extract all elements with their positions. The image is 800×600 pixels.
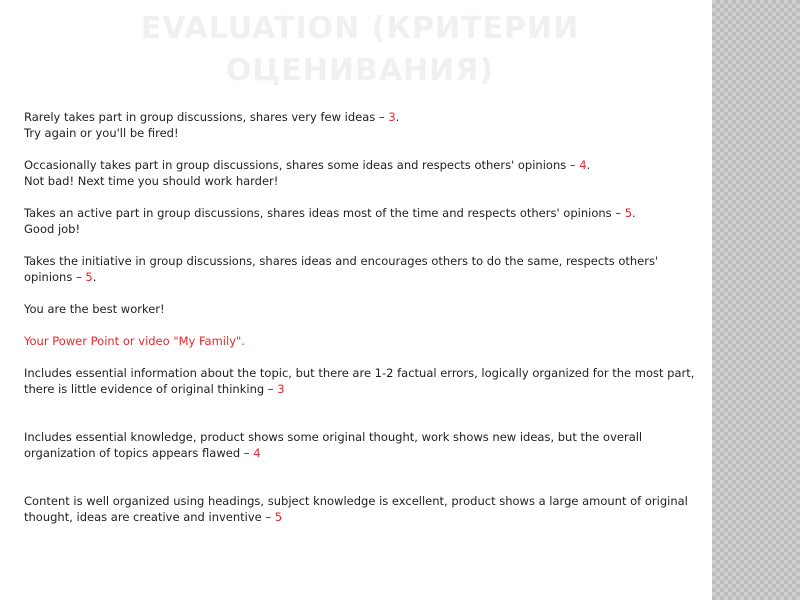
slide-title: EVALUATION (КРИТЕРИИ ОЦЕНИВАНИЯ) — [140, 11, 580, 88]
criterion-end: . — [395, 110, 400, 124]
project-criterion-text: Includes essential knowledge, product shows some original thought, work shows new ideas, but the overall organization of topics appears flawed – — [24, 430, 643, 460]
criterion-end: . — [92, 270, 97, 284]
project-criterion-text: Content is well organized using headings, subject knowledge is excellent, product shows a large amount of original thought, ideas are creative and inventive – — [24, 494, 688, 524]
criterion-text: Occasionally takes part in group discussions, shares some ideas and respects others' opinions – — [24, 158, 580, 172]
criterion-text: Takes an active part in group discussions, shares ideas most of the time and respects others' opinions – — [24, 206, 625, 220]
project-criterion-score: 5 — [274, 510, 283, 524]
criterion-4 — [24, 253, 700, 285]
project-criterion-1 — [24, 365, 700, 397]
project-criterion-2 — [24, 429, 700, 461]
project-criterion-score: 4 — [253, 446, 261, 460]
criterion-score: 5 — [624, 206, 633, 220]
criterion-1-feedback: Try again or you'll be fired! — [24, 126, 179, 140]
project-criterion-score: 3 — [277, 382, 285, 396]
slide-body — [24, 109, 700, 525]
criterion-2-feedback: Not bad! Next time you should work harder! — [24, 174, 279, 188]
criterion-3-feedback: Good job! — [24, 222, 81, 236]
criterion-text: Rarely takes part in group discussions, shares very few ideas – — [24, 110, 389, 124]
project-criterion-3 — [24, 493, 700, 525]
decorative-pattern-sidebar — [712, 0, 800, 600]
criterion-3 — [24, 205, 700, 221]
criterion-score: 3 — [388, 110, 396, 124]
criterion-1 — [24, 109, 700, 125]
criterion-4-feedback: You are the best worker! — [24, 302, 165, 316]
criterion-2 — [24, 157, 700, 173]
criterion-score: 4 — [579, 158, 587, 172]
criterion-score: 5 — [85, 270, 93, 284]
criterion-text: Takes the initiative in group discussions, shares ideas and encourages others to do the same, respects others' opinions – — [24, 254, 659, 284]
project-criterion-text: Includes essential information about the topic, but there are 1-2 factual errors, logically organized for the most part, there is little evidence of original thinking – — [24, 366, 695, 396]
project-heading: Your Power Point or video "My Family". — [24, 334, 245, 348]
criterion-end: . — [586, 158, 591, 172]
criterion-end: . — [632, 206, 636, 220]
